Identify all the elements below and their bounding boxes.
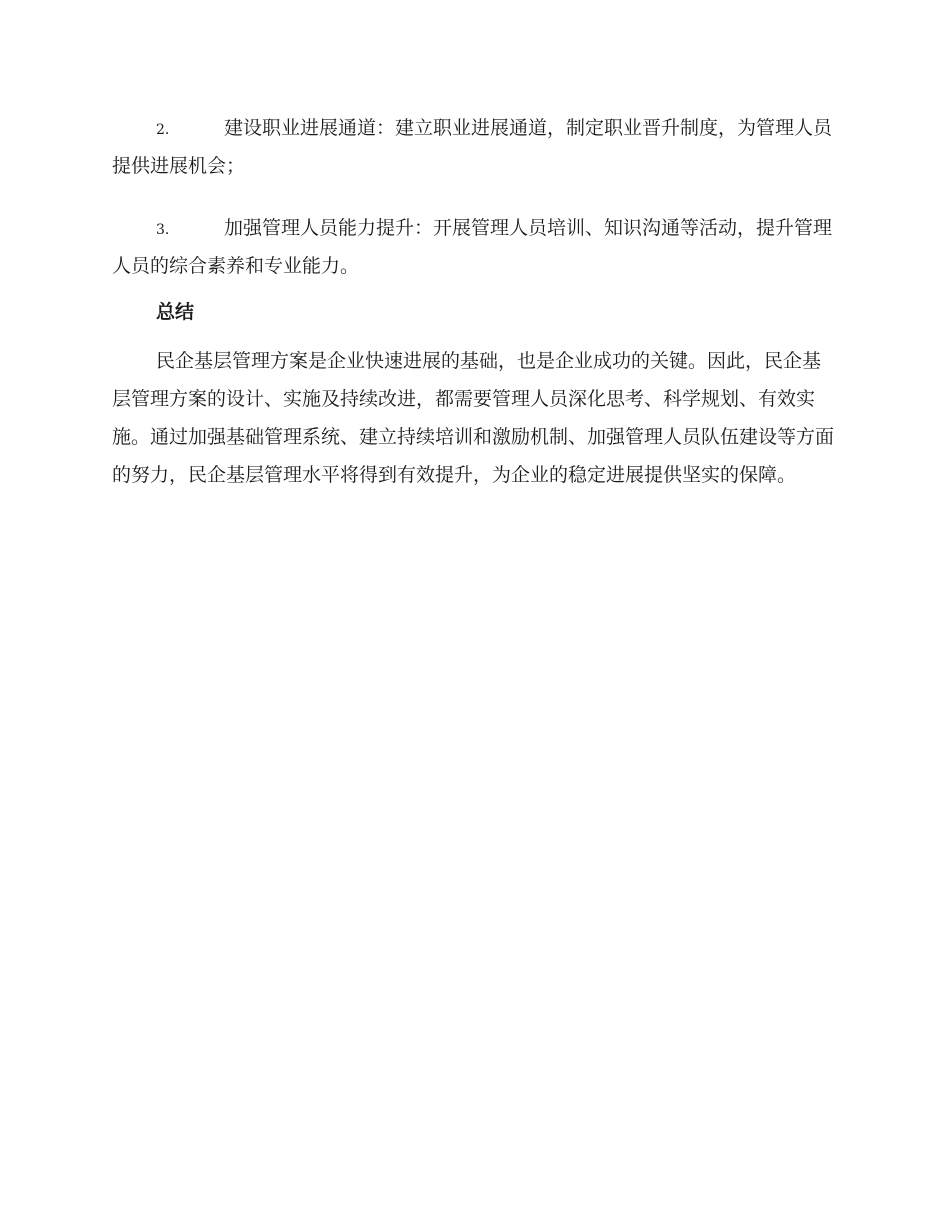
list-item-3 [112, 210, 834, 284]
section-heading: 总结 [156, 301, 195, 323]
list-item-number: 2. [156, 122, 170, 138]
summary-paragraph: 民企基层管理方案是企业快速进展的基础，也是企业成功的关键。因此，民企基层管理方案的设计、实施及持续改进，都需要管理人员深化思考、科学规划、有效实施。通过加强基础管理系统、建立持续培训和激励机制、加强管理人员队伍建设等方面的努力，民企基层管理水平将得到有效提升，为企业的稳定进展提供坚实的保障。 [112, 350, 835, 486]
list-item-text: 建设职业进展通道：建立职业进展通道，制定职业晋升制度，为管理人员提供进展机会； [112, 117, 833, 177]
list-item-2 [112, 110, 834, 184]
list-item-text: 加强管理人员能力提升：开展管理人员培训、知识沟通等活动，提升管理人员的综合素养和专业能力。 [112, 217, 833, 277]
document-body [112, 110, 834, 494]
list-item-number: 3. [156, 222, 170, 238]
